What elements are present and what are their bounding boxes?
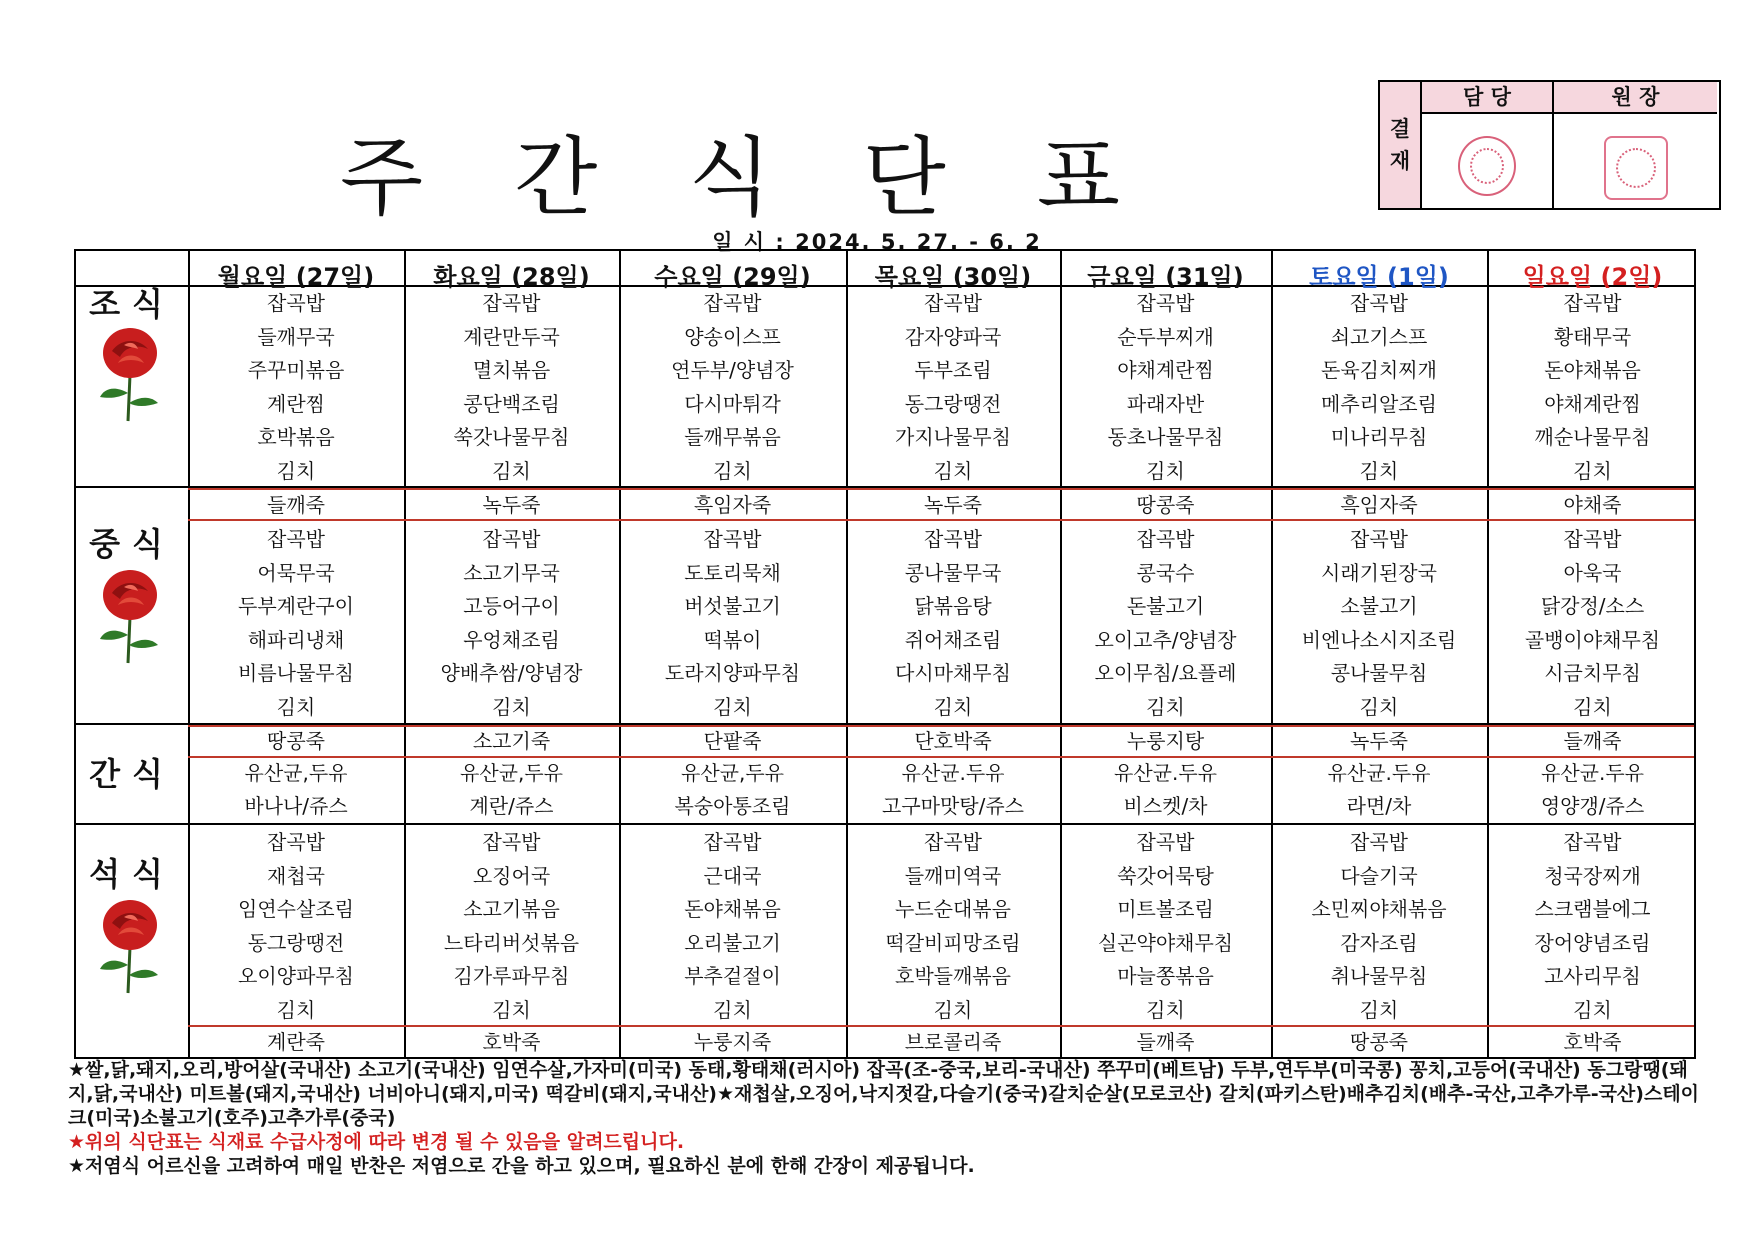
day-header: 월요일 (27일): [217, 263, 375, 291]
menu-item: 쑥갓나물무침: [453, 425, 570, 449]
porridge-item: 야채죽: [1563, 493, 1622, 517]
menu-item: 유산균.두유: [1541, 761, 1644, 785]
menu-item: 소고기무국: [463, 560, 560, 585]
menu-item: 잡곡밥: [267, 291, 325, 315]
approval-side-char: 결: [1389, 117, 1411, 141]
menu-item: 느타리버섯볶음: [443, 930, 580, 955]
menu-item: 장어양념조림: [1534, 930, 1651, 955]
menu-item: 동초나물무침: [1107, 425, 1224, 449]
menu-item: 김치: [1359, 997, 1399, 1022]
menu-item: 우엉채조림: [463, 627, 560, 652]
menu-item: 임연수살조림: [238, 897, 354, 921]
seal-stamp: [1604, 136, 1668, 200]
porridge-item: 녹두죽: [924, 493, 982, 517]
menu-item: 메추리알조림: [1321, 391, 1437, 416]
approval-col-header: 원 장: [1554, 82, 1717, 114]
menu-item: 어묵무국: [257, 560, 335, 585]
approval-side-label: [1380, 82, 1422, 208]
menu-item: 감자조림: [1340, 930, 1418, 955]
menu-item: 다시마채무침: [895, 661, 1011, 685]
menu-item: 콩국수: [1136, 560, 1195, 585]
meal-label-breakfast: 조식: [89, 285, 175, 323]
menu-item: 순두부찌개: [1117, 324, 1214, 349]
menu-item: 유산균,두유: [460, 761, 563, 785]
menu-item: 다슬기국: [1340, 863, 1418, 888]
menu-item: 멸치볶음: [472, 358, 551, 382]
menu-item: 미나리무침: [1330, 425, 1428, 449]
menu-item: 주꾸미볶음: [247, 358, 345, 382]
origin-note: ★쌀,닭,돼지,오리,방어살(국내산) 소고기(국내산) 임연수살,가자미(미국) 동태,황태채(러시아) 잡곡(조-중국,보리-국내산) 쭈꾸미(베트남) 두부,연두부(미국콩) 꽁치,고등어(국내산) 동그랑땡(돼지,닭,국내산) 미트볼(돼지,국내산) 너비아니(돼지,미국) 떡갈비(돼지,국내산)★재첩살,오징어,낙지젓갈,다슬기(중국)갈치순살(모로코산) 갈치(파키스탄)배추김치(배추-국산,고추가루-국산)스테이크(미국)소불고기(호주)고추가루(중국): [68, 1059, 1700, 1129]
menu-item: 비스켓/차: [1123, 794, 1208, 818]
approval-col-manager: [1422, 82, 1554, 208]
menu-item: 실곤약야채무침: [1097, 930, 1234, 955]
menu-item: 호박들깨볶음: [895, 964, 1011, 988]
menu-item: 김치: [713, 458, 752, 483]
menu-item: 잡곡밥: [267, 830, 325, 854]
menu-item: 김치: [1573, 694, 1612, 719]
menu-item: 소불고기: [1340, 594, 1418, 618]
menu-item: 아욱국: [1563, 560, 1622, 585]
menu-item: 오이무침/요플레: [1094, 661, 1237, 685]
rose-icon: [90, 323, 170, 423]
menu-item: 콩단백조림: [463, 391, 560, 416]
menu-item: 양배추쌈/양념장: [440, 661, 583, 685]
menu-item: 비엔나소시지조림: [1301, 627, 1457, 652]
menu-item: 잡곡밥: [924, 291, 982, 315]
menu-item: 김치: [492, 458, 531, 483]
menu-item: 소민찌야채볶음: [1311, 897, 1447, 921]
meal-label-snack: 간식: [89, 755, 175, 793]
day-header: 금요일 (31일): [1087, 263, 1244, 291]
menu-item: 김치: [1359, 458, 1399, 483]
porridge-item: 단팥죽: [703, 729, 762, 753]
menu-item: 영양갱/쥬스: [1540, 794, 1645, 818]
menu-item: 김치: [933, 694, 973, 719]
menu-item: 골뱅이야채무침: [1524, 627, 1661, 652]
menu-item: 동그랑땡전: [904, 391, 1002, 416]
title-char: 간: [514, 128, 598, 228]
menu-item: 김치: [713, 694, 752, 719]
porridge-item: 흑임자죽: [1340, 493, 1418, 517]
approval-col-header: 담 당: [1422, 82, 1552, 114]
menu-item: 잡곡밥: [1136, 291, 1195, 315]
menu-item: 호박볶음: [257, 425, 335, 449]
menu-item: 복숭아통조림: [674, 794, 791, 818]
menu-item: 취나물무침: [1330, 964, 1428, 988]
menu-item: 유산균.두유: [1114, 761, 1217, 785]
menu-item: 비름나물무침: [238, 661, 354, 685]
menu-item: 들깨무볶음: [684, 425, 781, 449]
menu-item: 김치: [276, 694, 316, 719]
approval-col-director: [1554, 82, 1717, 208]
menu-item: 쇠고기스프: [1330, 324, 1428, 349]
menu-item: 고구마맛탕/쥬스: [882, 794, 1024, 818]
porridge-item: 호박죽: [1563, 1030, 1622, 1054]
menu-item: 도토리묵채: [684, 560, 781, 585]
menu-item: 돈불고기: [1126, 594, 1205, 618]
porridge-item: 단호박죽: [914, 729, 992, 753]
menu-item: 김치: [1359, 694, 1399, 719]
porridge-item: 땅콩죽: [1350, 1030, 1408, 1054]
menu-item: 양송이스프: [684, 324, 781, 349]
porridge-item: 녹두죽: [1350, 729, 1408, 753]
menu-item: 닭강정/소스: [1540, 594, 1645, 618]
menu-item: 계란찜: [267, 391, 325, 416]
menu-item: 감자양파국: [904, 324, 1002, 349]
menu-item: 김치: [1146, 694, 1185, 719]
menu-item: 유산균.두유: [901, 761, 1005, 785]
menu-item: 오징어국: [472, 863, 551, 888]
porridge-item: 땅콩죽: [1136, 493, 1195, 517]
salt-note: ★저염식 어르신을 고려하여 매일 반찬은 저염으로 간을 하고 있으며, 필요하신 분에 한해 간장이 제공됩니다.: [68, 1155, 975, 1177]
porridge-item: 누룽지탕: [1126, 729, 1205, 753]
menu-item: 김치: [933, 997, 973, 1022]
menu-item: 근대국: [703, 863, 762, 888]
menu-item: 김치: [276, 458, 316, 483]
rose-icon: [90, 565, 170, 665]
menu-item: 해파리냉채: [247, 627, 345, 652]
menu-item: 오이양파무침: [238, 964, 354, 988]
day-header: 화요일 (28일): [433, 263, 590, 291]
porridge-item: 소고기죽: [472, 729, 551, 753]
porridge-item: 계란죽: [267, 1030, 325, 1054]
porridge-item: 들깨죽: [1136, 1030, 1195, 1054]
title-char: 식: [688, 128, 772, 228]
title-char: 단: [862, 128, 946, 228]
menu-item: 김치: [1146, 458, 1185, 483]
menu-item: 버섯불고기: [684, 594, 781, 618]
menu-item: 잡곡밥: [703, 830, 762, 854]
menu-item: 잡곡밥: [1136, 527, 1195, 551]
porridge-item: 흑임자죽: [693, 493, 772, 517]
menu-item: 김치: [492, 997, 531, 1022]
menu-item: 잡곡밥: [1563, 830, 1622, 854]
menu-item: 두부계란구이: [238, 594, 354, 618]
menu-item: 김치: [276, 997, 316, 1022]
menu-item: 김치: [1146, 997, 1185, 1022]
menu-item: 유산균.두유: [1327, 761, 1431, 785]
menu-item: 떡갈비피망조림: [885, 930, 1021, 955]
menu-item: 잡곡밥: [924, 830, 982, 854]
menu-item: 미트볼조림: [1117, 897, 1214, 921]
menu-item: 유산균,두유: [244, 761, 348, 785]
menu-item: 라면/차: [1346, 794, 1412, 818]
menu-item: 쥐어채조림: [904, 627, 1002, 652]
menu-item: 야채계란찜: [1117, 358, 1214, 382]
approval-side-char: 재: [1389, 149, 1411, 173]
menu-item: 잡곡밥: [482, 291, 541, 315]
menu-item: 유산균,두유: [681, 761, 784, 785]
day-header: 일요일 (2일): [1522, 263, 1663, 291]
menu-item: 고사리무침: [1544, 964, 1641, 988]
meal-label-lunch: 중식: [89, 525, 175, 563]
menu-item: 잡곡밥: [482, 830, 541, 854]
menu-item: 닭볶음탕: [914, 594, 992, 618]
menu-item: 김치: [1573, 458, 1612, 483]
menu-item: 잡곡밥: [924, 527, 982, 551]
menu-item: 잡곡밥: [1350, 527, 1408, 551]
menu-item: 파래자반: [1126, 391, 1205, 416]
porridge-item: 브로콜리죽: [904, 1030, 1002, 1054]
menu-item: 떡볶이: [703, 627, 762, 652]
approval-box: [1378, 80, 1721, 210]
menu-item: 콩나물무국: [904, 560, 1002, 585]
menu-item: 잡곡밥: [1350, 830, 1408, 854]
menu-item: 오이고추/양념장: [1094, 627, 1237, 652]
menu-item: 돈야채볶음: [684, 897, 781, 921]
rose-icon: [90, 895, 170, 995]
porridge-item: 땅콩죽: [267, 729, 325, 753]
menu-item: 돈육김치찌개: [1321, 358, 1437, 382]
menu-item: 가지나물무침: [895, 425, 1011, 449]
day-header: 목요일 (30일): [874, 263, 1032, 291]
menu-item: 야채계란찜: [1544, 391, 1641, 416]
page-title: [340, 108, 1120, 232]
menu-item: 김치: [713, 997, 752, 1022]
menu-item: 도라지양파무침: [664, 661, 801, 685]
date-line: 일 시 : 2024. 5. 27. - 6. 2: [712, 230, 1042, 254]
menu-item: 김가루파무침: [453, 964, 570, 988]
menu-item: 두부조림: [914, 358, 992, 382]
menu-item: 잡곡밥: [703, 527, 762, 551]
menu-item: 들깨미역국: [904, 863, 1002, 888]
menu-item: 소고기볶음: [463, 897, 560, 921]
porridge-item: 누룽지죽: [693, 1030, 772, 1054]
menu-item: 누드순대볶음: [895, 897, 1011, 921]
menu-item: 잡곡밥: [482, 527, 541, 551]
porridge-item: 들깨죽: [1563, 729, 1622, 753]
menu-item: 잡곡밥: [1136, 830, 1195, 854]
day-header: 수요일 (29일): [654, 263, 811, 291]
menu-item: 마늘쫑볶음: [1117, 964, 1214, 988]
menu-item: 잡곡밥: [1563, 527, 1622, 551]
porridge-item: 들깨죽: [267, 493, 325, 517]
footer-notes: [68, 1058, 1708, 1178]
menu-item: 돈야채볶음: [1544, 358, 1641, 382]
porridge-item: 녹두죽: [482, 493, 541, 517]
menu-item: 오리불고기: [684, 930, 781, 955]
menu-item: 연두부/양념장: [671, 358, 794, 382]
menu-item: 황태무국: [1553, 324, 1632, 349]
menu-item: 잡곡밥: [1350, 291, 1408, 315]
change-note: ★위의 식단표는 식재료 수급사정에 따라 변경 될 수 있음을 알려드립니다.: [68, 1131, 685, 1153]
menu-item: 계란/쥬스: [469, 794, 554, 818]
menu-item: 청국장찌개: [1544, 863, 1641, 888]
day-header: 토요일 (1일): [1309, 263, 1449, 291]
menu-item: 콩나물무침: [1330, 661, 1428, 685]
menu-item: 고등어구이: [463, 594, 560, 618]
menu-item: 쑥갓어묵탕: [1117, 863, 1214, 888]
seal-stamp: [1458, 136, 1516, 196]
meal-label-dinner: 석식: [89, 855, 175, 893]
menu-item: 들깨무국: [257, 324, 335, 349]
menu-item: 스크램블에그: [1534, 897, 1651, 921]
menu-item: 김치: [492, 694, 531, 719]
menu-item: 시래기된장국: [1321, 560, 1437, 585]
menu-item: 계란만두국: [463, 324, 560, 349]
menu-table: [74, 249, 1696, 1059]
menu-item: 다시마튀각: [684, 391, 781, 416]
menu-item: 잡곡밥: [267, 527, 325, 551]
title-char: 주: [340, 128, 424, 228]
menu-item: 깨순나물무침: [1534, 425, 1651, 449]
menu-item: 시금치무침: [1544, 661, 1641, 685]
title-char: 표: [1036, 128, 1120, 228]
menu-item: 동그랑땡전: [247, 930, 345, 955]
porridge-item: 호박죽: [482, 1030, 541, 1054]
menu-item: 재첩국: [267, 863, 325, 888]
menu-item: 잡곡밥: [703, 291, 762, 315]
menu-item: 잡곡밥: [1563, 291, 1622, 315]
menu-item: 바나나/쥬스: [244, 794, 348, 818]
menu-item: 김치: [933, 458, 973, 483]
menu-item: 부추겉절이: [684, 964, 781, 988]
menu-item: 김치: [1573, 997, 1612, 1022]
